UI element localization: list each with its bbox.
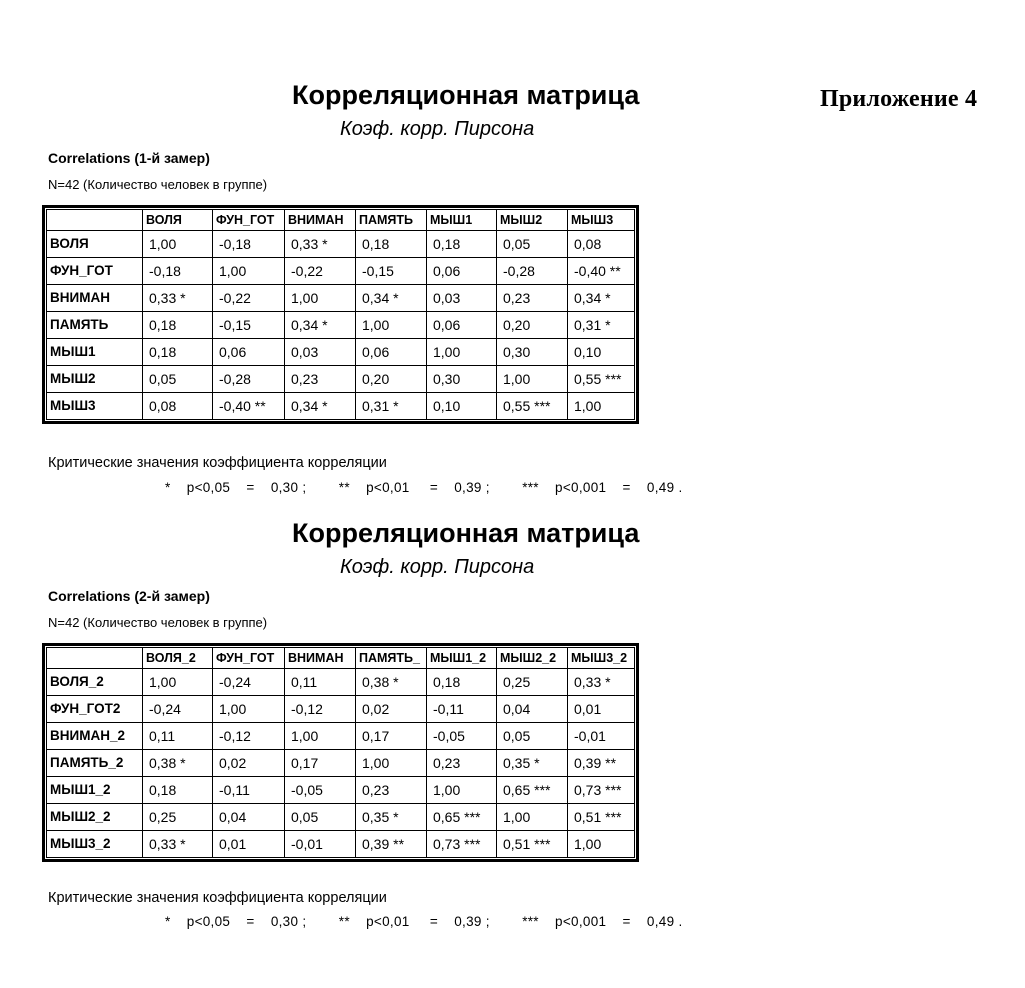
matrix-cell: 0,34 * [285, 393, 356, 420]
column-header: ВНИМАН [285, 648, 356, 669]
matrix-cell: 0,08 [568, 231, 635, 258]
matrix-cell: 1,00 [143, 669, 213, 696]
matrix-cell: 0,25 [497, 669, 568, 696]
matrix-cell: 0,06 [427, 258, 497, 285]
table-row [47, 339, 635, 366]
column-header: МЫШ3_2 [568, 648, 635, 669]
matrix-cell: 1,00 [568, 393, 635, 420]
critical-values-title: Критические значения коэффициента корреляции [48, 455, 387, 471]
matrix-cell: 1,00 [568, 831, 635, 858]
matrix-cell: 0,35 * [497, 750, 568, 777]
matrix-cell: -0,11 [427, 696, 497, 723]
table-row [47, 312, 635, 339]
matrix-cell: 0,51 *** [497, 831, 568, 858]
matrix-cell: 0,20 [356, 366, 427, 393]
matrix-cell: 0,11 [285, 669, 356, 696]
matrix-cell: 0,34 * [356, 285, 427, 312]
matrix-cell: 0,31 * [356, 393, 427, 420]
matrix-cell: 0,38 * [143, 750, 213, 777]
matrix-cell: 0,73 *** [568, 777, 635, 804]
matrix-cell: 0,23 [497, 285, 568, 312]
matrix-cell: 0,23 [285, 366, 356, 393]
matrix-cell: 0,05 [497, 723, 568, 750]
matrix-cell: 0,11 [143, 723, 213, 750]
matrix-cell: 0,35 * [356, 804, 427, 831]
matrix-cell: 0,10 [568, 339, 635, 366]
matrix-cell: 0,39 ** [356, 831, 427, 858]
matrix-cell: -0,28 [213, 366, 285, 393]
matrix-cell: 1,00 [213, 696, 285, 723]
matrix-cell: 0,20 [497, 312, 568, 339]
matrix-cell: 0,30 [427, 366, 497, 393]
matrix-cell: 0,33 * [143, 285, 213, 312]
matrix-cell: 1,00 [427, 339, 497, 366]
header-row [47, 648, 635, 669]
section-title: Корреляционная матрица [292, 80, 640, 110]
matrix-cell: 0,33 * [285, 231, 356, 258]
column-header: ПАМЯТЬ [356, 210, 427, 231]
matrix-cell: 0,03 [285, 339, 356, 366]
table-row [47, 750, 635, 777]
matrix-cell: 0,55 *** [568, 366, 635, 393]
table-row [47, 669, 635, 696]
matrix-cell: 0,06 [213, 339, 285, 366]
matrix-cell: 1,00 [213, 258, 285, 285]
matrix-cell: 1,00 [356, 312, 427, 339]
row-header: МЫШ2_2 [47, 804, 143, 831]
matrix-cell: 0,10 [427, 393, 497, 420]
matrix-cell: -0,40 ** [568, 258, 635, 285]
matrix-cell: 0,02 [356, 696, 427, 723]
row-header: ФУН_ГОТ [47, 258, 143, 285]
sample-size-label: N=42 (Количество человек в группе) [48, 177, 268, 192]
matrix-cell: 0,17 [285, 750, 356, 777]
matrix-cell: 0,06 [427, 312, 497, 339]
matrix-cell: 0,18 [143, 312, 213, 339]
row-header: ФУН_ГОТ2 [47, 696, 143, 723]
matrix-cell: 1,00 [427, 777, 497, 804]
section-subtitle: Коэф. корр. Пирсона [340, 556, 535, 578]
matrix-cell: -0,22 [285, 258, 356, 285]
corner-cell [47, 648, 143, 669]
row-header: ВНИМАН_2 [47, 723, 143, 750]
table-row [47, 696, 635, 723]
matrix-cell: 0,01 [568, 696, 635, 723]
table-row [47, 231, 635, 258]
matrix-cell: 0,38 * [356, 669, 427, 696]
column-header: ФУН_ГОТ [213, 210, 285, 231]
row-header: МЫШ2 [47, 366, 143, 393]
matrix-cell: 0,02 [213, 750, 285, 777]
sample-size-label: N=42 (Количество человек в группе) [48, 615, 268, 630]
matrix-cell: 0,03 [427, 285, 497, 312]
matrix-cell: 1,00 [497, 366, 568, 393]
matrix-cell: -0,18 [143, 258, 213, 285]
column-header: ВОЛЯ [143, 210, 213, 231]
matrix-cell: 0,18 [427, 669, 497, 696]
critical-values-title: Критические значения коэффициента корреляции [48, 890, 387, 906]
matrix-cell: 0,06 [356, 339, 427, 366]
matrix-cell: 0,31 * [568, 312, 635, 339]
matrix-cell: -0,01 [285, 831, 356, 858]
row-header: ВОЛЯ_2 [47, 669, 143, 696]
row-header: МЫШ1_2 [47, 777, 143, 804]
column-header: ФУН_ГОТ [213, 648, 285, 669]
matrix-cell: 0,34 * [568, 285, 635, 312]
matrix-cell: 0,01 [213, 831, 285, 858]
matrix-cell: 0,04 [497, 696, 568, 723]
table-row [47, 366, 635, 393]
matrix-cell: -0,18 [213, 231, 285, 258]
matrix-cell: 0,30 [497, 339, 568, 366]
table-row [47, 285, 635, 312]
matrix-cell: 0,05 [497, 231, 568, 258]
matrix-cell: 0,18 [143, 777, 213, 804]
matrix-cell: 0,65 *** [497, 777, 568, 804]
matrix-cell: 0,05 [285, 804, 356, 831]
matrix-cell: 0,39 ** [568, 750, 635, 777]
matrix-cell: 0,23 [356, 777, 427, 804]
column-header: МЫШ2 [497, 210, 568, 231]
column-header: МЫШ3 [568, 210, 635, 231]
matrix-cell: -0,01 [568, 723, 635, 750]
matrix-cell: 0,51 *** [568, 804, 635, 831]
column-header: ПАМЯТЬ_ [356, 648, 427, 669]
matrix-cell: 0,55 *** [497, 393, 568, 420]
matrix-cell: 0,18 [427, 231, 497, 258]
row-header: ВНИМАН [47, 285, 143, 312]
corner-cell [47, 210, 143, 231]
matrix-cell: 1,00 [285, 285, 356, 312]
matrix-cell: -0,12 [213, 723, 285, 750]
correlations-label: Correlations (2-й замер) [48, 588, 210, 604]
matrix-cell: -0,24 [143, 696, 213, 723]
correlations-label: Correlations (1-й замер) [48, 150, 210, 166]
critical-values-line: * p<0,05 = 0,30 ; ** p<0,01 = 0,39 ; *** p<0,001 = 0,49 . [165, 914, 683, 929]
matrix-cell: -0,22 [213, 285, 285, 312]
matrix-table [46, 209, 635, 420]
matrix-cell: 0,33 * [143, 831, 213, 858]
matrix-cell: 0,65 *** [427, 804, 497, 831]
matrix-cell: 0,04 [213, 804, 285, 831]
matrix-cell: 0,33 * [568, 669, 635, 696]
matrix-cell: 1,00 [497, 804, 568, 831]
matrix-cell: -0,15 [356, 258, 427, 285]
matrix-cell: 1,00 [143, 231, 213, 258]
matrix-cell: 1,00 [356, 750, 427, 777]
matrix-cell: 0,18 [356, 231, 427, 258]
row-header: МЫШ3_2 [47, 831, 143, 858]
column-header: МЫШ1_2 [427, 648, 497, 669]
table-row [47, 258, 635, 285]
column-header: ВНИМАН [285, 210, 356, 231]
table-row [47, 804, 635, 831]
matrix-cell: -0,05 [285, 777, 356, 804]
matrix-cell: -0,05 [427, 723, 497, 750]
section-subtitle: Коэф. корр. Пирсона [340, 118, 535, 140]
table-row [47, 777, 635, 804]
matrix-cell: 1,00 [285, 723, 356, 750]
matrix-cell: 0,34 * [285, 312, 356, 339]
column-header: МЫШ2_2 [497, 648, 568, 669]
matrix-cell: -0,24 [213, 669, 285, 696]
column-header: МЫШ1 [427, 210, 497, 231]
matrix-cell: 0,25 [143, 804, 213, 831]
row-header: ПАМЯТЬ [47, 312, 143, 339]
matrix-cell: 0,08 [143, 393, 213, 420]
matrix-cell: -0,40 ** [213, 393, 285, 420]
section-title: Корреляционная матрица [292, 518, 640, 548]
row-header: МЫШ3 [47, 393, 143, 420]
correlation-matrix [42, 205, 639, 424]
matrix-cell: 0,73 *** [427, 831, 497, 858]
row-header: ПАМЯТЬ_2 [47, 750, 143, 777]
matrix-cell: 0,18 [143, 339, 213, 366]
row-header: ВОЛЯ [47, 231, 143, 258]
matrix-cell: 0,17 [356, 723, 427, 750]
matrix-table [46, 647, 635, 858]
matrix-cell: 0,23 [427, 750, 497, 777]
matrix-cell: -0,28 [497, 258, 568, 285]
header-row [47, 210, 635, 231]
matrix-cell: -0,12 [285, 696, 356, 723]
row-header: МЫШ1 [47, 339, 143, 366]
table-row [47, 723, 635, 750]
table-row [47, 393, 635, 420]
matrix-cell: 0,05 [143, 366, 213, 393]
critical-values-line: * p<0,05 = 0,30 ; ** p<0,01 = 0,39 ; *** p<0,001 = 0,49 . [165, 480, 683, 495]
appendix-label: Приложение 4 [820, 86, 978, 112]
matrix-cell: -0,15 [213, 312, 285, 339]
matrix-cell: -0,11 [213, 777, 285, 804]
correlation-matrix [42, 643, 639, 862]
column-header: ВОЛЯ_2 [143, 648, 213, 669]
table-row [47, 831, 635, 858]
